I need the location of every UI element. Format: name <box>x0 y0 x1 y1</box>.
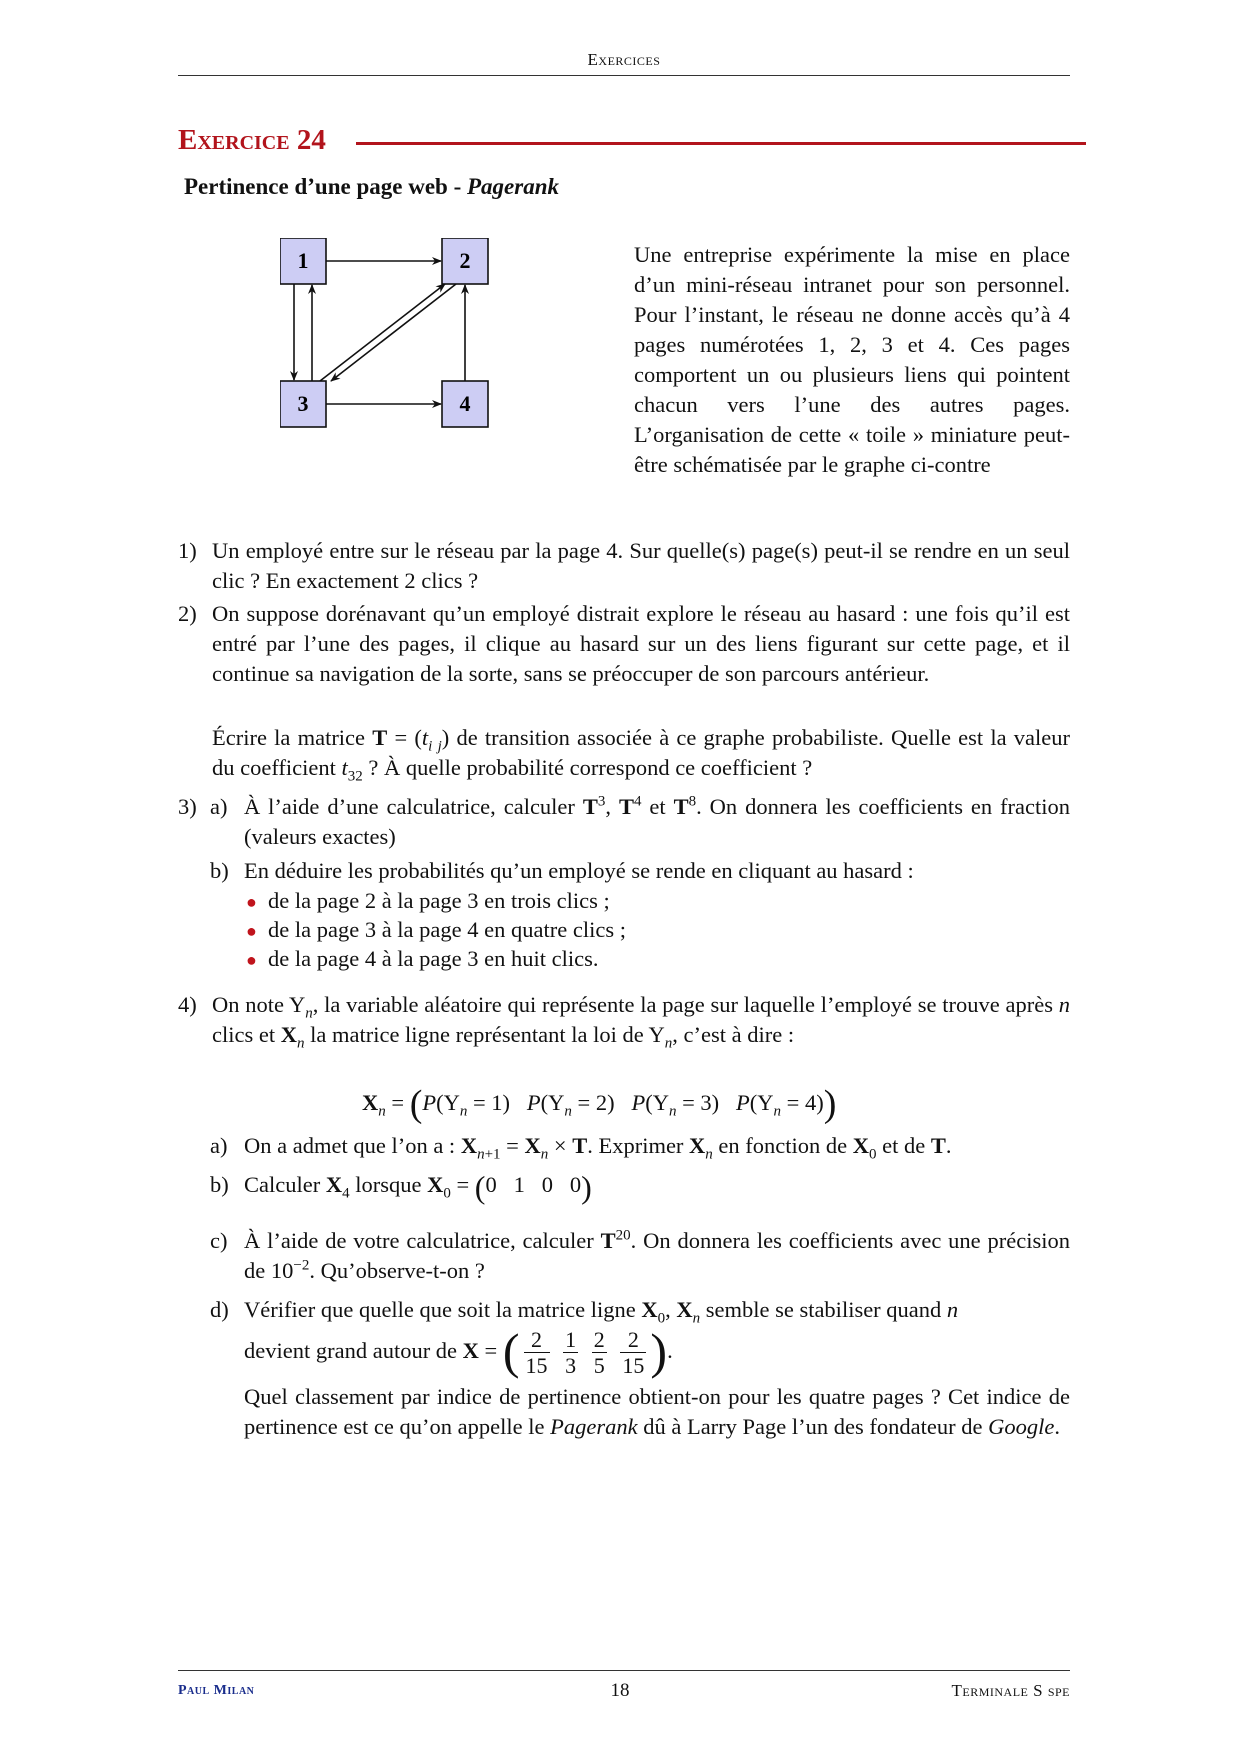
q2-number: 2) <box>178 601 197 626</box>
q2-matrix-text: Écrire la matrice $T = (t_{i j})$ de transition associée à ce graphe probabiliste. Quelle est la valeur du coefficient $t_{32}$ ? À quelle probabilité correspond ce coefficient ? <box>212 725 1070 785</box>
edge-2-3 <box>331 284 456 381</box>
q1-number: 1) <box>178 538 197 563</box>
exercise-title-rule <box>356 142 1086 145</box>
q1-text: Un employé entre sur le réseau par la page 4. Sur quelle(s) page(s) peut-il se rendre en un seul clic ? En exactement 2 clics ? <box>212 538 1070 593</box>
intro-paragraph: Une entreprise expérimente la mise en place d’un mini-réseau intranet pour son personnel. Pour l’instant, le réseau ne donne accès qu’à 4 pages numérotées 1, 2, 3 et 4. Ces pages comportent un ou plusieurs liens qui pointent chacun vers l’une des autres pages. L’organisation de cette « toile » miniature peut-être schématisée par le graphe ci-contre <box>634 242 1070 477</box>
q3-number: 3) <box>178 794 197 819</box>
footer-rule <box>178 1670 1070 1671</box>
exercise-subtitle <box>184 174 559 200</box>
footer-page-number: 18 <box>610 1680 630 1701</box>
exercise-title: Exercice 24 <box>178 124 326 156</box>
web-graph <box>280 238 510 438</box>
node-3-label: 3 <box>297 391 309 416</box>
q2-text: On suppose dorénavant qu’un employé distrait explore le réseau au hasard : une fois qu’il est entré par l’une des pages, il clique au hasard sur un des liens figurant sur cette page, et il continue sa navigation de la sorte, sans se préoccuper de son parcours antérieur. <box>212 601 1070 686</box>
distribution-equation: $X_n = (P(Y_n = 1) P(Y_n = 2) P(Y_n = 3) P(Y_n = 4))$ <box>362 1083 837 1125</box>
subtitle-text: Pertinence d’une page web - <box>184 174 467 199</box>
node-1-label: 1 <box>297 248 309 273</box>
node-2-label: 2 <box>459 248 471 273</box>
footer-level: Terminale S spe <box>951 1681 1070 1700</box>
edge-3-2 <box>320 284 445 381</box>
node-4-label: 4 <box>459 391 471 416</box>
header-rule <box>178 75 1070 76</box>
q4-number: 4) <box>178 992 197 1017</box>
footer-author: Paul Milan <box>178 1683 255 1698</box>
subtitle-pagerank: Pagerank <box>467 174 559 199</box>
running-header: Exercices <box>587 50 661 69</box>
